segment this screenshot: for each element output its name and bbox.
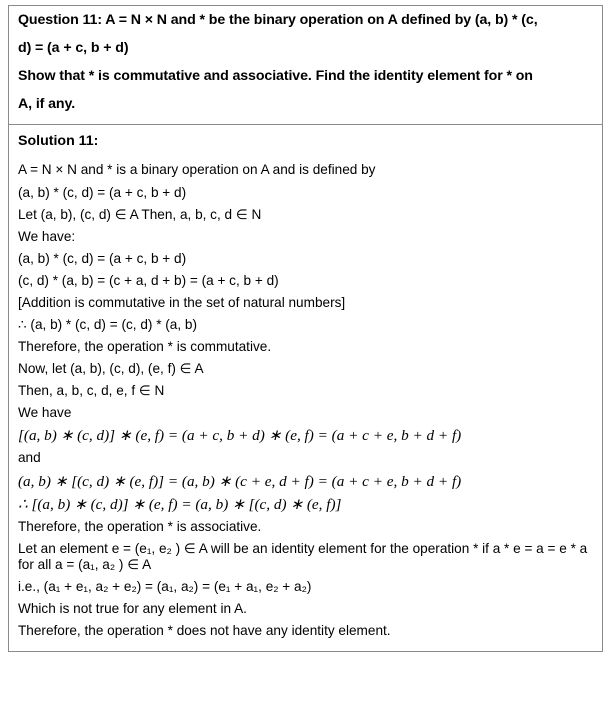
solution-closing-line-3: i.e., (a₁ + e₁, a₂ + e₂) = (a₁, a₂) = (e₁ + a₁, e₂ + a₂) [18,579,312,594]
question-line-3: Show that * is commutative and associative. Find the identity element for * on [18,68,533,84]
solution-line-8: ∴ (a, b) * (c, d) = (c, d) * (a, b) [18,317,197,332]
solution-line-12: We have [18,405,72,420]
solution-line-11: Then, a, b, c, d, e, f ∈ N [18,383,165,398]
solution-line-7: [Addition is commutative in the set of natural numbers] [18,295,346,310]
solution-heading: Solution 11: [18,133,99,149]
question-solution-table [8,5,603,652]
solution-line-9: Therefore, the operation * is commutative. [18,339,272,354]
question-line-4: A, if any. [18,96,76,112]
solution-line-3: Let (a, b), (c, d) ∈ A Then, a, b, c, d ∈ N [18,207,262,222]
solution-closing-line-5: Therefore, the operation * does not have any identity element. [18,623,391,638]
question-cell [9,6,602,125]
solution-line-2: (a, b) * (c, d) = (a + c, b + d) [18,185,187,200]
solution-line-6: (c, d) * (a, b) = (c + a, d + b) = (a + c, b + d) [18,273,279,288]
solution-closing-line-2: Let an element e = (e₁, e₂ ) ∈ A will be an identity element for the operation * if a * e = a = e * a for all a = (a₁, a₂ ) ∈ A [18,541,588,572]
solution-cell [9,125,602,651]
solution-math-line-3: (a, b) ∗ [(c, d) ∗ (e, f)] = (a, b) ∗ (c + e, d + f) = (a + c + e, b + d + f) [18,473,462,490]
solution-math-line-2: and [18,450,41,465]
question-line-2: d) = (a + c, b + d) [18,40,129,56]
solution-line-4: We have: [18,229,76,244]
solution-line-10: Now, let (a, b), (c, d), (e, f) ∈ A [18,361,204,376]
solution-closing-line-1: Therefore, the operation * is associative. [18,519,262,534]
solution-math-line-1: [(a, b) ∗ (c, d)] ∗ (e, f) = (a + c, b + d) ∗ (e, f) = (a + c + e, b + d + f) [18,427,462,444]
solution-math-line-4: ∴ [(a, b) ∗ (c, d)] ∗ (e, f) = (a, b) ∗ [(c, d) ∗ (e, f)] [18,496,342,513]
solution-line-1: A = N × N and * is a binary operation on A and is defined by [18,162,376,177]
solution-line-5: (a, b) * (c, d) = (a + c, b + d) [18,251,187,266]
question-line-1: Question 11: A = N × N and * be the binary operation on A defined by (a, b) * (c, [18,12,538,28]
solution-closing-line-4: Which is not true for any element in A. [18,601,247,616]
